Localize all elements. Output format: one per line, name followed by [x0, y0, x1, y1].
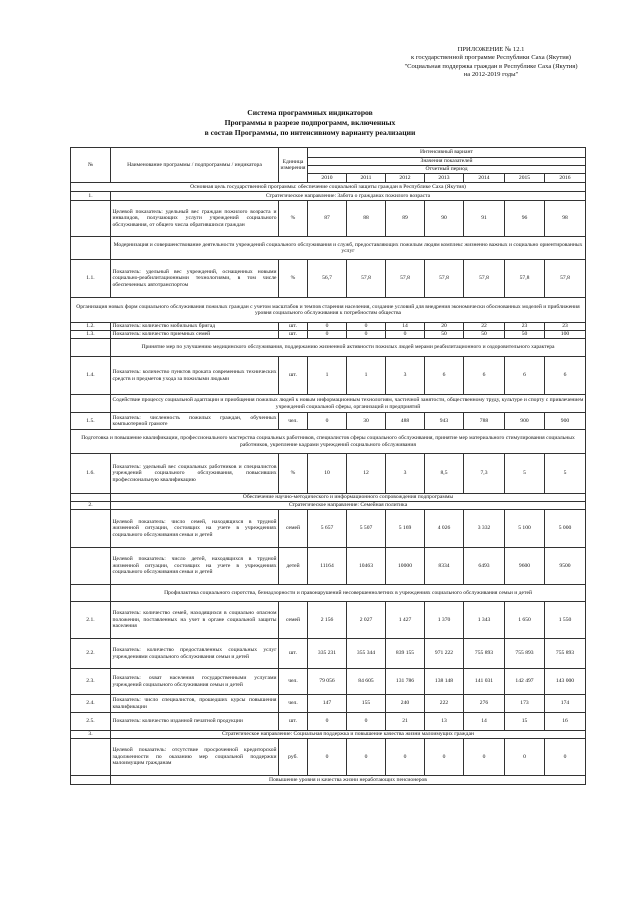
subsection-text: Подготовка и повышение квалификации, профессионального мастерства социальных работников, специалистов сферы социального обслуживания, принятие мер материального стимулирования социальных работников, укрепление кадрами учреждений социального обслуживания — [71, 430, 586, 454]
goal-row — [71, 183, 586, 192]
value-cell: 84 605 — [347, 669, 386, 695]
header-row — [71, 148, 586, 158]
value-cell: 5 — [505, 454, 545, 494]
row-num — [71, 395, 111, 413]
indicator-name: Целевой показатель: удельный вес граждан пожилого возраста и инвалидов, получающих услуги учреждений социального обслуживания, от общего числа обратившихся граждан — [111, 201, 279, 237]
direction-row — [71, 192, 586, 201]
value-cell: 5 507 — [347, 510, 386, 548]
value-cell: 96 — [505, 201, 545, 237]
value-cell: 9500 — [545, 548, 586, 585]
direction-text: Стратегическое направление: Семейная политика — [111, 502, 586, 510]
value-cell: 0 — [308, 413, 347, 430]
indicator-unit: шт. — [279, 357, 308, 395]
year-cell: 2011 — [347, 174, 386, 183]
value-cell: 1 650 — [505, 602, 545, 639]
year-cell: 2010 — [308, 174, 347, 183]
indicator-name: Показатель: удельный вес социальных работников и специалистов учреждений социального обслуживания, повысивших профессиональную квалификацию — [111, 454, 279, 494]
value-cell: 89 — [386, 201, 425, 237]
title-line: в состав Программы, по интенсивному варианту реализации — [204, 128, 416, 138]
header-period: Отчетный период — [308, 166, 586, 174]
indicator-unit: чел. — [279, 695, 308, 713]
value-cell: 138 148 — [425, 669, 464, 695]
title-line: Система программных индикаторов — [247, 108, 373, 117]
value-cell: 14 — [386, 323, 425, 331]
value-cell: 1 550 — [545, 602, 586, 639]
appendix-line: ПРИЛОЖЕНИЕ № 12.1 — [457, 46, 525, 53]
appendix-note — [360, 46, 622, 80]
value-cell: 3 — [386, 357, 425, 395]
value-cell: 0 — [347, 713, 386, 731]
value-cell: 943 — [425, 413, 464, 430]
value-cell: 90 — [425, 201, 464, 237]
direction-text: Стратегическое направление: Забота о гражданах пожилого возраста — [111, 192, 586, 201]
value-cell: 50 — [505, 331, 545, 339]
indicator-row — [71, 413, 586, 430]
value-cell: 5 — [545, 454, 586, 494]
value-cell: 1 343 — [464, 602, 505, 639]
value-cell: 11164 — [308, 548, 347, 585]
indicator-unit: шт. — [279, 639, 308, 669]
row-num: 2.1. — [71, 602, 111, 639]
indicator-unit: чел. — [279, 669, 308, 695]
value-cell: 10463 — [347, 548, 386, 585]
indicator-unit: семей — [279, 602, 308, 639]
value-cell: 79 056 — [308, 669, 347, 695]
indicator-row — [71, 639, 586, 669]
value-cell: 174 — [545, 695, 586, 713]
indicator-row — [71, 713, 586, 731]
year-cell: 2016 — [545, 174, 586, 183]
value-cell: 5 657 — [308, 510, 347, 548]
value-cell: 57,8 — [464, 260, 505, 298]
value-cell: 788 — [464, 413, 505, 430]
value-cell: 10000 — [386, 548, 425, 585]
direction-num: 1. — [71, 192, 111, 201]
value-cell: 22 — [464, 323, 505, 331]
value-cell: 6 — [545, 357, 586, 395]
row-num: 1.4. — [71, 357, 111, 395]
subsection-text: Повышение уровня и качества жизни неработающих пенсионеров — [111, 776, 586, 785]
value-cell: 0 — [308, 739, 347, 776]
value-cell: 335 231 — [308, 639, 347, 669]
indicator-name: Показатель: охват населения государственными услугами учреждений социального обслуживания семьи и детей — [111, 669, 279, 695]
indicator-row — [71, 739, 586, 776]
value-cell: 755 893 — [505, 639, 545, 669]
value-cell: 240 — [386, 695, 425, 713]
indicator-name: Целевой показатель: число детей, находящихся в трудной жизненной ситуации, состоящих на учете в учреждениях социального обслуживания семьи и детей — [111, 548, 279, 585]
value-cell: 1 — [347, 357, 386, 395]
value-cell: 0 — [347, 739, 386, 776]
value-cell: 6 — [505, 357, 545, 395]
row-num: 2.5. — [71, 713, 111, 731]
direction-text: Стратегическое направление: Социальная поддержка и повышение качества жизни малоимущих граждан — [111, 731, 586, 739]
value-cell: 0 — [308, 713, 347, 731]
row-num — [71, 585, 111, 602]
value-cell: 143 000 — [545, 669, 586, 695]
indicator-unit: шт. — [279, 713, 308, 731]
value-cell: 1 427 — [386, 602, 425, 639]
indicator-row — [71, 510, 586, 548]
indicator-unit: % — [279, 201, 308, 237]
value-cell: 3 — [386, 454, 425, 494]
value-cell: 755 893 — [545, 639, 586, 669]
value-cell: 0 — [464, 739, 505, 776]
value-cell: 100 — [545, 331, 586, 339]
indicator-unit: чел. — [279, 413, 308, 430]
header-values: Значения показателей — [308, 158, 586, 166]
value-cell: 57,8 — [386, 260, 425, 298]
subsection-text: Содействие процессу социальной адаптации и приобщения пожилых людей к новым информационным технологиям, частичной занятости, общественному труду, культуре и спорту с привлечением учреждений социальной сферы, организаций и предприятий — [111, 395, 586, 413]
value-cell: 355 344 — [347, 639, 386, 669]
value-cell: 30 — [347, 413, 386, 430]
indicators-table — [70, 147, 586, 785]
value-cell: 57,8 — [545, 260, 586, 298]
row-num — [71, 494, 111, 502]
appendix-line: на 2012-2019 годы" — [463, 71, 519, 79]
year-cell: 2013 — [425, 174, 464, 183]
value-cell: 0 — [505, 739, 545, 776]
value-cell: 0 — [425, 739, 464, 776]
goal-text: Основная цель государственной программы: обеспечение социальной защиты граждан в Республике Саха (Якутия) — [71, 183, 586, 192]
value-cell: 900 — [545, 413, 586, 430]
indicator-name: Целевой показатель: число семей, находящихся в трудной жизненной ситуации, состоящих на учете в учреждениях социального обслуживания семьи и детей — [111, 510, 279, 548]
row-num: 1.2. — [71, 323, 111, 331]
indicator-name: Целевой показатель: отсутствие просроченной кредиторской задолженности по оказанию мер социальной поддержки малоимущим гражданам — [111, 739, 279, 776]
value-cell: 10 — [308, 454, 347, 494]
subsection-text: Обеспечение научно-методического и информационного сопровождения подпрограммы — [111, 494, 586, 502]
value-cell: 20 — [425, 323, 464, 331]
document-title — [110, 108, 510, 139]
row-num: 1.1. — [71, 260, 111, 298]
row-num — [71, 339, 111, 357]
header-name: Наименование программы / подпрограммы / индикатора — [111, 148, 279, 183]
value-cell: 0 — [545, 739, 586, 776]
value-cell: 87 — [308, 201, 347, 237]
value-cell: 15 — [505, 713, 545, 731]
row-num — [71, 776, 111, 785]
indicator-name: Показатель: удельный вес учреждений, оснащенных новыми социально-реабилитационными технологиями, в том числе обеспеченных автотранспортом — [111, 260, 279, 298]
value-cell: 88 — [347, 201, 386, 237]
year-cell: 2014 — [464, 174, 505, 183]
value-cell: 57,8 — [425, 260, 464, 298]
value-cell: 5 169 — [386, 510, 425, 548]
direction-row — [71, 731, 586, 739]
indicator-row — [71, 201, 586, 237]
indicator-row — [71, 548, 586, 585]
value-cell: 0 — [386, 739, 425, 776]
indicator-row — [71, 357, 586, 395]
subsection-text: Профилактика социального сиротства, безнадзорности и правонарушений несовершеннолетних в учреждениях социального обслуживания семьи и детей — [111, 585, 586, 602]
value-cell: 839 155 — [386, 639, 425, 669]
value-cell: 12 — [347, 454, 386, 494]
subsection-row — [71, 430, 586, 454]
value-cell: 1 — [308, 357, 347, 395]
direction-row — [71, 502, 586, 510]
value-cell: 91 — [464, 201, 505, 237]
value-cell: 222 — [425, 695, 464, 713]
indicator-row — [71, 323, 586, 331]
indicator-row — [71, 454, 586, 494]
value-cell: 56,7 — [308, 260, 347, 298]
subsection-row — [71, 585, 586, 602]
value-cell: 57,8 — [505, 260, 545, 298]
indicator-row — [71, 260, 586, 298]
row-num — [71, 510, 111, 548]
header-variant: Интенсивный вариант — [308, 148, 586, 158]
value-cell: 98 — [545, 201, 586, 237]
subsection-text: Модернизация и совершенствование деятельности учреждений социального обслуживания и служб, предоставляющих пожилым людям комплекс жизненно важных и социально ориентированных услуг — [111, 237, 586, 260]
value-cell: 4 026 — [425, 510, 464, 548]
subsection-row — [71, 298, 586, 323]
value-cell: 3 332 — [464, 510, 505, 548]
value-cell: 23 — [545, 323, 586, 331]
header-num: № — [71, 148, 111, 183]
value-cell: 50 — [425, 331, 464, 339]
value-cell: 141 031 — [464, 669, 505, 695]
year-cell: 2015 — [505, 174, 545, 183]
title-line: Программы в разрезе подпрограмм, включенных — [224, 118, 396, 128]
indicator-unit: руб. — [279, 739, 308, 776]
row-num — [71, 739, 111, 776]
value-cell: 6 — [425, 357, 464, 395]
row-num: 1.6. — [71, 454, 111, 494]
indicator-row — [71, 331, 586, 339]
value-cell: 142 497 — [505, 669, 545, 695]
value-cell: 57,8 — [347, 260, 386, 298]
value-cell: 2 027 — [347, 602, 386, 639]
indicator-name: Показатель: количество приемных семей — [111, 331, 279, 339]
value-cell: 1 370 — [425, 602, 464, 639]
value-cell: 21 — [386, 713, 425, 731]
subsection-row — [71, 237, 586, 260]
value-cell: 0 — [347, 323, 386, 331]
value-cell: 755 893 — [464, 639, 505, 669]
indicator-name: Показатель: количество семей, находящихся в социально опасном положении, поставленных на учет в органе социальной защиты населения — [111, 602, 279, 639]
indicator-unit: шт. — [279, 331, 308, 339]
row-num: 1.3. — [71, 331, 111, 339]
subsection-row — [71, 339, 586, 357]
value-cell: 23 — [505, 323, 545, 331]
value-cell: 7,3 — [464, 454, 505, 494]
subsection-text: Организация новых форм социального обслуживания пожилых граждан с учетом масштабов и темпов старения населения, создание условий для внедрения экономически обоснованных моделей и приближения уровня социального обслуживания к потребностям общества — [71, 298, 586, 323]
row-num: 2.2. — [71, 639, 111, 669]
value-cell: 488 — [386, 413, 425, 430]
indicator-name: Показатель: количество пунктов проката современных технических средств и предметов ухода за пожилыми людьми — [111, 357, 279, 395]
value-cell: 131 786 — [386, 669, 425, 695]
value-cell: 0 — [347, 331, 386, 339]
appendix-line: "Социальная поддержка граждан в Республике Саха (Якутия) — [404, 62, 578, 70]
value-cell: 8334 — [425, 548, 464, 585]
subsection-row — [71, 776, 586, 785]
value-cell: 9600 — [505, 548, 545, 585]
value-cell: 2 156 — [308, 602, 347, 639]
indicator-name: Показатель: количество мобильных бригад — [111, 323, 279, 331]
value-cell: 6 — [464, 357, 505, 395]
value-cell: 13 — [425, 713, 464, 731]
row-num: 1.5. — [71, 413, 111, 430]
subsection-row — [71, 494, 586, 502]
direction-num: 2. — [71, 502, 111, 510]
indicator-unit: семей — [279, 510, 308, 548]
row-num: 2.3. — [71, 669, 111, 695]
value-cell: 0 — [386, 331, 425, 339]
value-cell: 900 — [505, 413, 545, 430]
indicator-row — [71, 602, 586, 639]
value-cell: 147 — [308, 695, 347, 713]
indicator-unit: % — [279, 454, 308, 494]
value-cell: 0 — [308, 323, 347, 331]
appendix-line: к государственной программе Республики Саха (Якутия) — [411, 54, 571, 62]
value-cell: 276 — [464, 695, 505, 713]
indicator-unit: % — [279, 260, 308, 298]
row-num — [71, 548, 111, 585]
value-cell: 155 — [347, 695, 386, 713]
value-cell: 50 — [464, 331, 505, 339]
value-cell: 0 — [308, 331, 347, 339]
value-cell: 16 — [545, 713, 586, 731]
indicator-name: Показатель: численность пожилых граждан, обученных компьютерной грамоте — [111, 413, 279, 430]
year-cell: 2012 — [386, 174, 425, 183]
value-cell: 6493 — [464, 548, 505, 585]
indicator-row — [71, 695, 586, 713]
indicator-unit: шт. — [279, 323, 308, 331]
header-unit: Единица измерения — [279, 148, 308, 183]
direction-num: 3. — [71, 731, 111, 739]
row-num: 2.4. — [71, 695, 111, 713]
value-cell: 5 100 — [505, 510, 545, 548]
value-cell: 8,5 — [425, 454, 464, 494]
subsection-row — [71, 395, 586, 413]
row-num — [71, 237, 111, 260]
indicator-unit: детей — [279, 548, 308, 585]
row-num — [71, 201, 111, 237]
subsection-text: Принятие мер по улучшению медицинского обслуживания, поддержанию жизненной активности пожилых людей мерами реабилитационного и оздоровительного характера — [111, 339, 586, 357]
indicator-name: Показатель: число специалистов, прошедших курсы повышения квалификации — [111, 695, 279, 713]
value-cell: 5 000 — [545, 510, 586, 548]
value-cell: 14 — [464, 713, 505, 731]
value-cell: 971 222 — [425, 639, 464, 669]
indicator-row — [71, 669, 586, 695]
indicator-name: Показатель: количество изданной печатной продукции — [111, 713, 279, 731]
value-cell: 173 — [505, 695, 545, 713]
indicator-name: Показатель: количество предоставленных социальных услуг учреждениями социального обслуживания семьи и детей — [111, 639, 279, 669]
